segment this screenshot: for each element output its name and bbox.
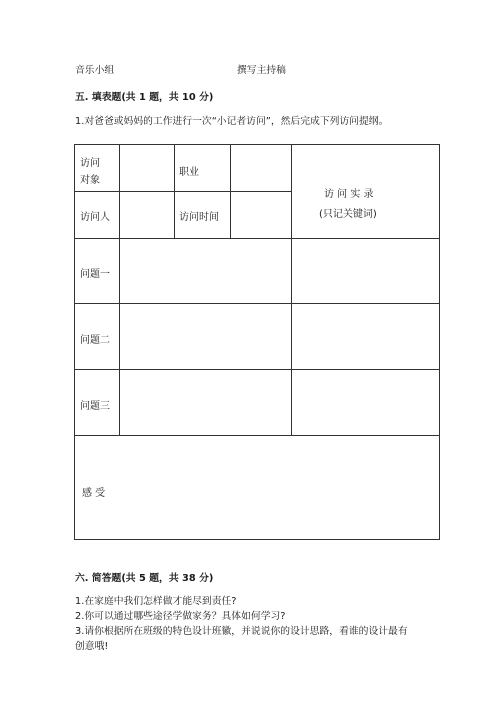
- col-divider: [174, 145, 175, 238]
- task-label: 撰写主持稿: [237, 65, 286, 76]
- row-divider: [75, 303, 439, 304]
- row-divider: [75, 238, 439, 239]
- feeling-label: 感 受: [82, 488, 106, 499]
- section5-title: 五. 填表题(共 1 题，共 10 分): [75, 92, 214, 103]
- target-label-2: 对象: [80, 175, 100, 186]
- row-divider: [75, 369, 439, 370]
- record-note: (只记关键词): [319, 209, 377, 220]
- group-label: 音乐小组: [75, 65, 115, 76]
- row-divider: [75, 435, 439, 436]
- row-divider: [75, 191, 291, 192]
- col-divider: [291, 145, 292, 435]
- target-label-1: 访问: [80, 158, 100, 169]
- record-label: 访 问 实 录: [324, 189, 374, 200]
- section6-question-1: 1.在家庭中我们怎样做才能尽到责任?: [75, 596, 237, 607]
- section6-question-2: 2.你可以通过哪些途径学做家务？具体如何学习?: [75, 611, 286, 622]
- col-divider: [119, 238, 120, 435]
- section5-question: 1.对爸爸或妈妈的工作进行一次“小记者访问”，然后完成下列访问提纲。: [75, 116, 389, 127]
- interview-table: [74, 144, 440, 540]
- interviewer-label: 访问人: [80, 212, 110, 223]
- question-2-label: 问题二: [80, 335, 110, 346]
- col-divider: [230, 145, 231, 238]
- time-label: 访问时间: [179, 212, 219, 223]
- question-1-label: 问题一: [80, 269, 110, 280]
- col-divider: [119, 145, 120, 238]
- section6-question-3: 3.请你根据所在班级的特色设计班徽，并说说你的设计思路，看谁的设计最有: [75, 626, 408, 637]
- section6-question-3-cont: 创意哦!: [75, 641, 109, 652]
- section6-title: 六. 简答题(共 5 题，共 38 分): [75, 573, 214, 584]
- question-3-label: 问题三: [80, 401, 110, 412]
- job-label: 职业: [179, 167, 199, 178]
